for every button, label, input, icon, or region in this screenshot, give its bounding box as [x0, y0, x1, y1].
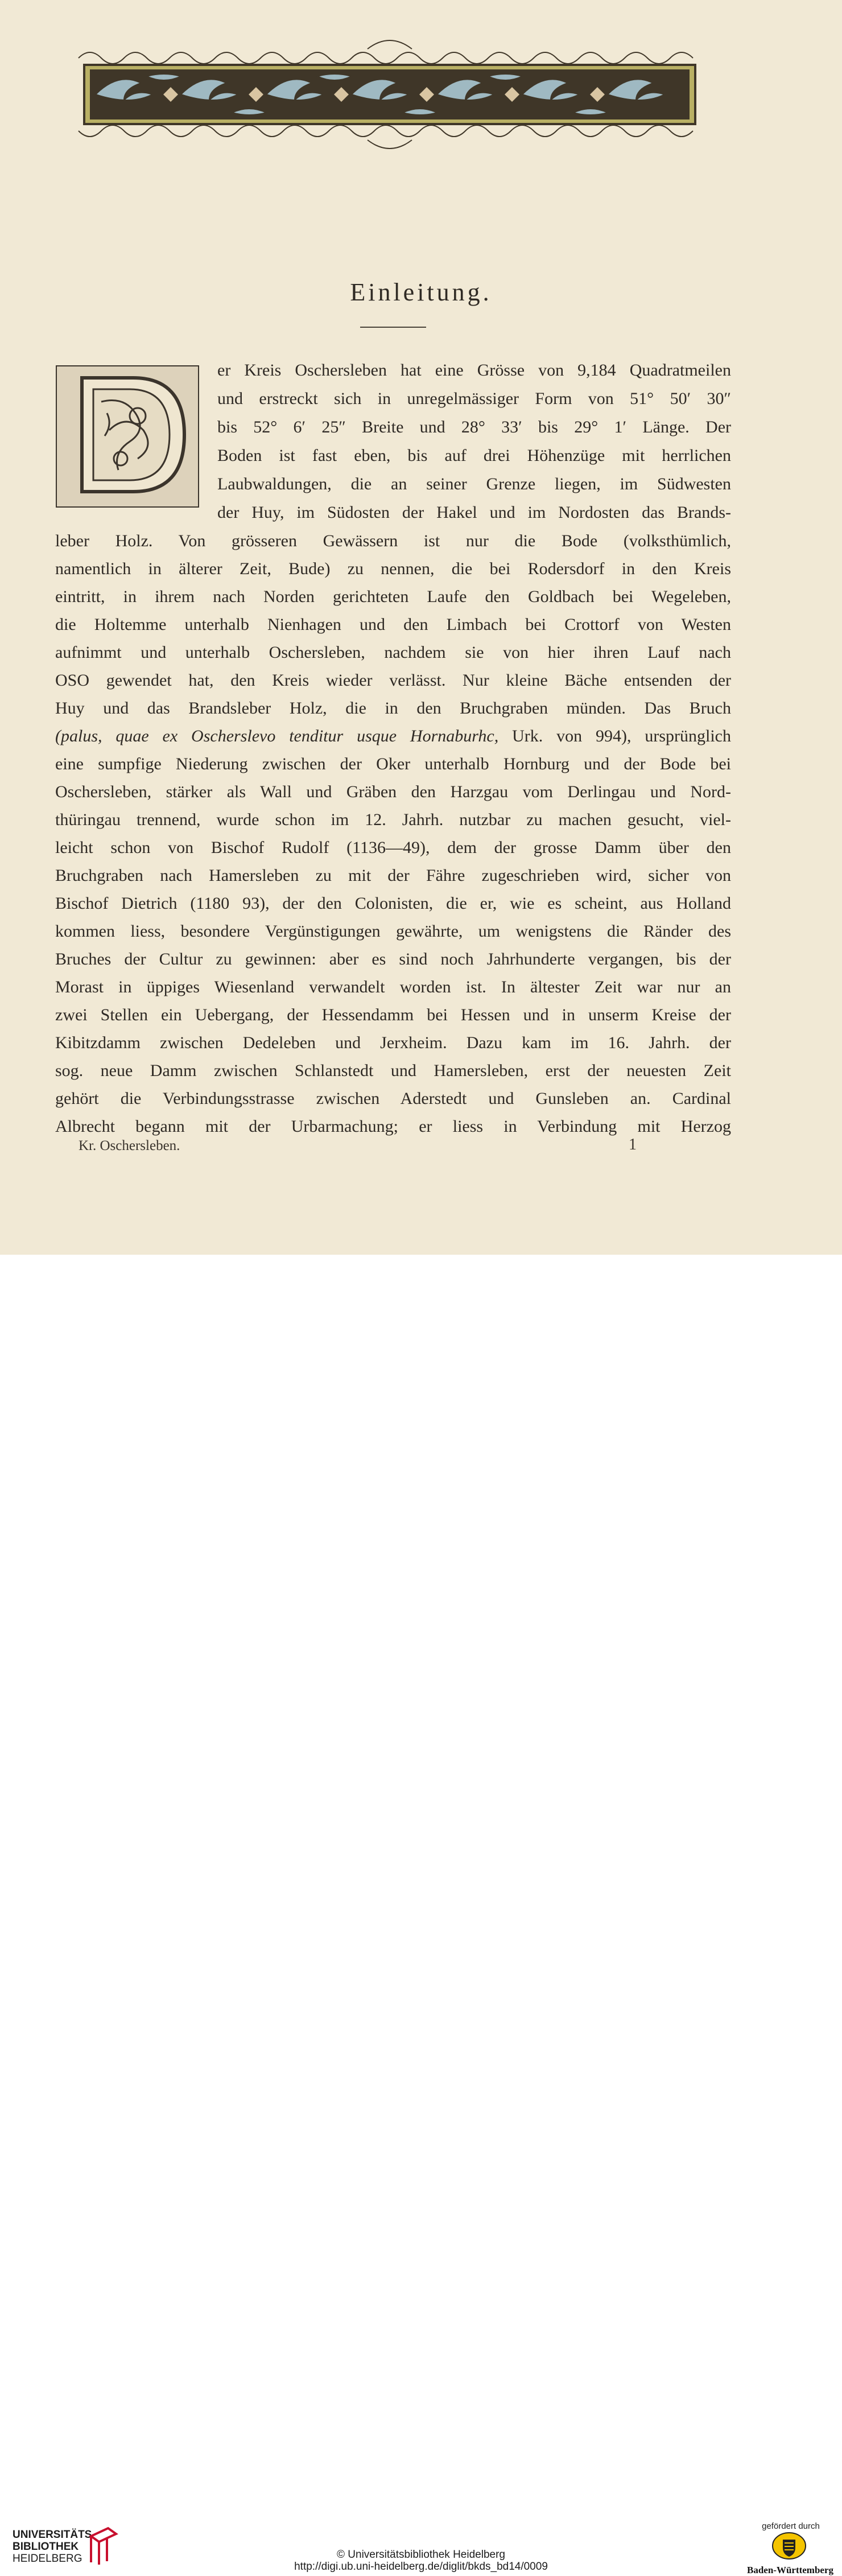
text-line: zwei Stellen ein Uebergang, der Hessendamm bei Hessen und in unserm Kreise der [55, 1005, 731, 1024]
text-line: OSO gewendet hat, den Kreis wieder verlässt. Nur kleine Bäche entsenden der [55, 671, 731, 690]
baden-wuerttemberg-crest-icon [771, 2532, 807, 2560]
text-line: Bischof Dietrich (1180 93), der den Colonisten, die er, wie es scheint, aus Holland [55, 894, 731, 913]
text-line: Morast in üppiges Wiesenland verwandelt worden ist. In ältester Zeit war nur an [55, 978, 731, 996]
text-line: eine sumpfige Niederung zwischen der Oker unterhalb Hornburg und der Bode bei [55, 755, 731, 773]
library-logo-line1: UNIVERSITÄTS- [13, 2529, 96, 2541]
text-line: Huy und das Brandsleber Holz, die in den Bruchgraben münden. Das Bruch [55, 699, 731, 718]
text-line: leber Holz. Von grösseren Gewässern ist nur die Bode (volksthümlich, [55, 531, 731, 550]
text-line: Bruches der Cultur zu gewinnen: aber es sind noch Jahrhunderte vergangen, bis der [55, 950, 731, 968]
page-title: Einleitung. [350, 278, 492, 306]
title-underline [360, 327, 426, 328]
text-line: namentlich in älterer Zeit, Bude) zu nennen, die bei Rodersdorf in den Kreis [55, 559, 731, 578]
library-logo-line3: HEIDELBERG [13, 2553, 82, 2565]
library-footer-bar [0, 1255, 842, 2575]
ornamental-header-banner [67, 35, 712, 150]
text-line: thüringau trennend, wurde schon im 12. Jahrh. nutzbar zu machen gesucht, viel- [55, 810, 731, 829]
citation-continuation: Urk. von 994), ursprünglich [498, 727, 731, 745]
initial-d-ornament [52, 362, 206, 511]
text-line: eintritt, in ihrem nach Norden gerichteten Laufe den Goldbach bei Wegeleben, [55, 587, 731, 606]
latin-citation: (palus, quae ex Oscherslevo tenditur usque Hornaburhc, [55, 727, 499, 745]
text-line: leicht schon von Bischof Rudolf (1136—49), dem der grosse Damm über den [55, 838, 731, 857]
library-logo-line2: BIBLIOTHEK [13, 2541, 79, 2553]
text-line: der Huy, im Südosten der Hakel und im Nordosten das Brands- [217, 503, 731, 522]
page-number: 1 [629, 1136, 637, 1153]
signature-mark: Kr. Oschersleben. [79, 1138, 180, 1153]
scanned-page [0, 0, 842, 1255]
text-line: er Kreis Oschersleben hat eine Grösse von 9,184 Quadratmeilen [217, 361, 731, 380]
text-line: gehört die Verbindungsstrasse zwischen Aderstedt und Gunsleben an. Cardinal [55, 1089, 731, 1108]
text-line: sog. neue Damm zwischen Schlanstedt und Hamersleben, erst der neuesten Zeit [55, 1061, 731, 1080]
text-line: und erstreckt sich in unregelmässiger Form von 51° 50′ 30″ [217, 389, 731, 408]
text-line: Oschersleben, stärker als Wall und Gräben den Harzgau vom Derlingau und Nord- [55, 782, 731, 801]
funder-name: Baden-Württemberg [746, 2565, 834, 2575]
text-line: Bruchgraben nach Hamersleben zu mit der Fähre zugeschrieben wird, sicher von [55, 866, 731, 885]
text-line: Laubwaldungen, die an seiner Grenze liegen, im Südwesten [217, 475, 731, 493]
copyright-notice: © Universitätsbibliothek Heidelberg [337, 2549, 505, 2561]
decorated-initial [52, 362, 206, 511]
text-line: bis 52° 6′ 25″ Breite und 28° 33′ bis 29° 1′ Länge. Der [217, 418, 731, 436]
text-line: die Holtemme unterhalb Nienhagen und den Limbach bei Crottorf von Westen [55, 615, 731, 634]
funder-label: gefördert durch [762, 2521, 820, 2531]
text-line: Kibitzdamm zwischen Dedeleben und Jerxheim. Dazu kam im 16. Jahrh. der [55, 1033, 731, 1052]
text-line-with-citation [55, 727, 731, 746]
text-line: Albrecht begann mit der Urbarmachung; er liess in Verbindung mit Herzog [55, 1117, 731, 1136]
text-line: aufnimmt und unterhalb Oschersleben, nachdem sie von hier ihren Lauf nach [55, 643, 731, 662]
text-line: Boden ist fast eben, bis auf drei Höhenzüge mit herrlichen [217, 446, 731, 465]
permalink-url[interactable]: http://digi.ub.uni-heidelberg.de/diglit/bkds_bd14/0009 [294, 2561, 548, 2573]
text-line: kommen liess, besondere Vergünstigungen gewährte, um wenigstens die Ränder des [55, 922, 731, 941]
